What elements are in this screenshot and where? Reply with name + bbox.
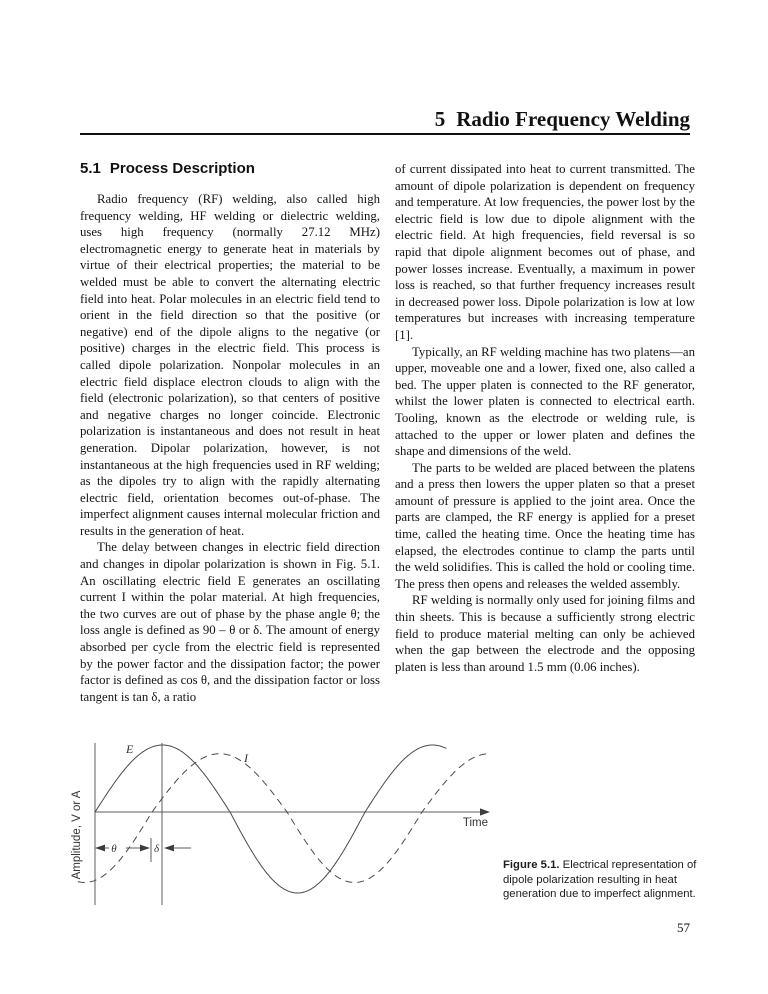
section-number: 5.1: [80, 160, 101, 177]
paragraph: Typically, an RF welding machine has two platens—an upper, moveable one and a lower, fixed one, also called a bed. The upper platen is connected to the RF generator, whilst the lower platen is connected to electrical earth. Tooling, known as the electrode or welding rule, is attached to the upper or lower platen and defines the shape and dimensions of the weld.: [395, 344, 695, 459]
e-curve-label: E: [126, 742, 134, 756]
paragraph: Radio frequency (RF) welding, also called high frequency welding, HF welding or dielectric welding, uses high frequency (normally 27.12 MHz) electromagnetic energy to generate heat in materials by virtue of their electrical properties; the material to be welded must be able to convert the alternating electric field into heat. Polar molecules in an electric field tend to orient in the field direction so that the positive (or negative) end of the dipole aligns to the negative (or positive) charges in the electric field. This process is called dipole polarization. Nonpolar molecules in an electric field displace electron clouds to align with the field (electronic polarization), so that centers of positive and negative charges no longer coincide. Electronic polarization is instantaneous and does not result in heat generation. Dipolar polarization, however, is not instantaneous at the high frequencies used in RF welding; as the dipoles try to align with the rapidly alternating electric field, orientation becomes out-of-phase. The imperfect alignment causes internal molecular friction and results in the generation of heat.: [80, 192, 380, 538]
paragraph: RF welding is normally only used for joining films and thin sheets. This is because a sufficiently strong electric field to produce material melting can only be achieved when the gap between the electrode and the opposing platen is less than around 1.5 mm (0.06 inches).: [395, 593, 695, 674]
paragraph: The parts to be welded are placed between the platens and a press then lowers the upper platen so that a preset amount of pressure is applied to the joint area. Once the parts are clamped, the RF energy is applied for a preset time, called the heating time. Once the heating time has elapsed, the electrodes continue to clamp the parts until the weld solidifies. This is called the hold or cooling time. The press then opens and releases the welded assembly.: [395, 460, 695, 591]
delta-arrowhead-icon: [164, 845, 174, 852]
section-heading: [80, 160, 255, 177]
y-axis-label: Amplitude, V or A: [71, 790, 83, 880]
section-title: Process Description: [109, 160, 255, 177]
x-axis-label: Time: [462, 817, 488, 829]
page-number: 57: [677, 920, 690, 935]
figure-5-1-plot: [60, 735, 500, 935]
header-rule: [80, 133, 690, 135]
right-column: [395, 161, 695, 675]
theta-label: θ: [111, 843, 117, 855]
chapter-number: 5: [434, 107, 446, 131]
figure-caption-text: Electrical representation of dipole polarization resulting in heat generation due to imperfect alignment.: [503, 859, 697, 901]
theta-right-arrowhead-icon: [140, 845, 150, 852]
figure-caption: [503, 858, 699, 902]
x-axis-arrowhead-icon: [480, 808, 490, 815]
figure-caption-label: Figure 5.1.: [503, 859, 560, 871]
i-curve-label: I: [244, 751, 248, 765]
i-current-curve: [78, 754, 491, 883]
left-column: [80, 191, 380, 705]
chapter-heading: [80, 107, 690, 132]
paragraph: The delay between changes in electric field direction and changes in dipolar polarization is shown in Fig. 5.1. An oscillating electric field E generates an oscillating current I within the polar material. At high frequencies, the two curves are out of phase by the phase angle θ; the loss angle is defined as 90 – θ or δ. The amount of energy absorbed per cycle from the electric field is represented by the power factor and the dissipation factor; the power factor is defined as cos θ, and the dissipation factor or loss tangent is tan δ, a ratio: [80, 540, 380, 704]
theta-left-arrowhead-icon: [95, 845, 105, 852]
chapter-title: Radio Frequency Welding: [456, 107, 690, 131]
paragraph: of current dissipated into heat to current transmitted. The amount of dipole polarization is dependent on frequency and temperature. At low frequencies, the power lost by the electric field is low due to dipole alignment with the electric field. At high frequencies, field reversal is so rapid that dipole alignment becomes out of phase, and power losses increase. Eventually, a maximum in power loss is reached, so that further frequency increases result in decreased power loss. Dipole polarization is low at low temperatures but increases with increasing temperature [1].: [395, 162, 695, 342]
delta-label: δ: [153, 843, 160, 855]
